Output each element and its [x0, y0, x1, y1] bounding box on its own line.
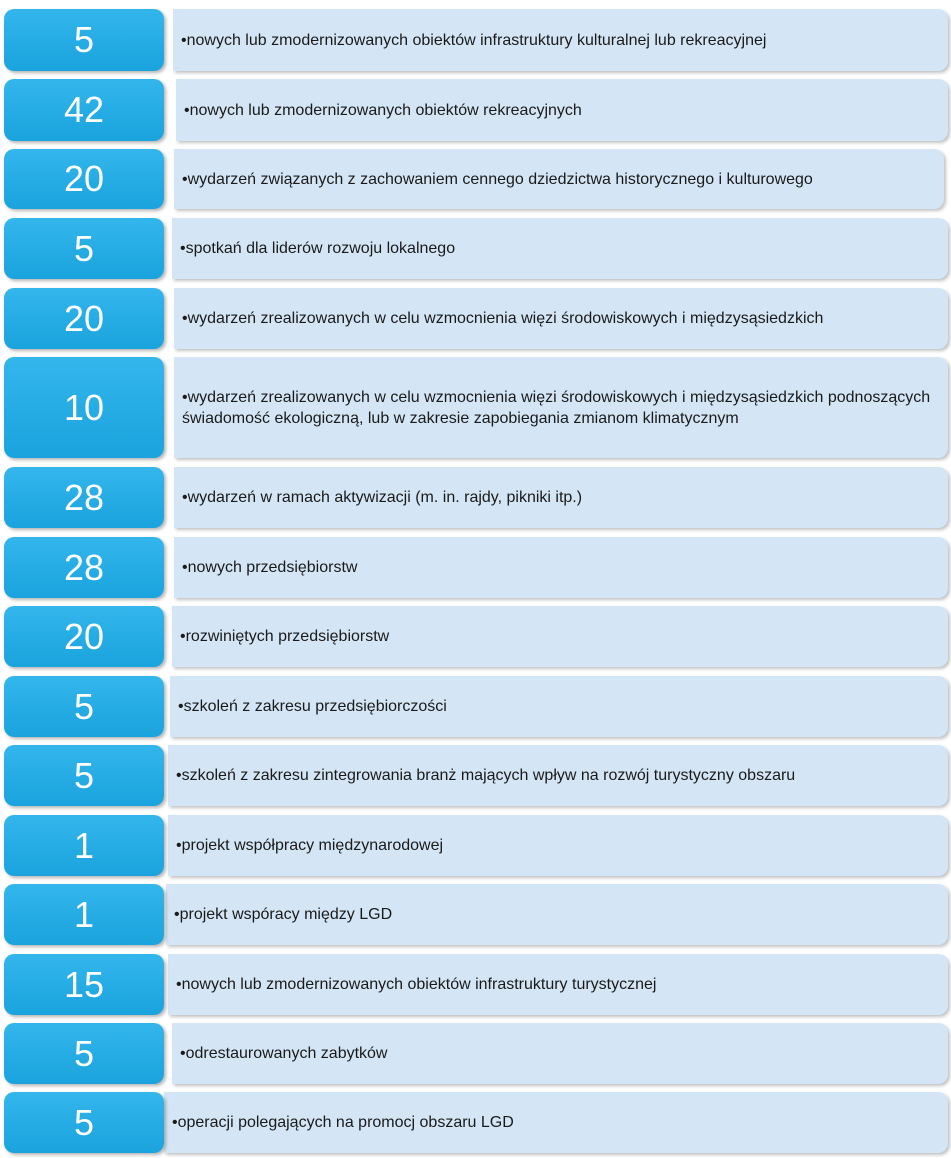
description-box [174, 357, 948, 458]
description-box [174, 288, 948, 349]
description-box [168, 815, 948, 876]
indicator-description: •spotkań dla liderów rozwoju lokalnego [180, 240, 456, 257]
indicator-description: •projekt wspóracy między LGD [174, 906, 393, 923]
indicator-value: 5 [4, 1023, 164, 1084]
list-item [0, 537, 951, 598]
indicator-value: 28 [4, 467, 164, 528]
description-box [164, 1092, 948, 1153]
indicator-description: •operacji polegających na promocj obszaru LGD [172, 1114, 514, 1131]
description-box [166, 884, 948, 945]
list-item [0, 815, 951, 876]
indicator-value: 5 [4, 1092, 164, 1153]
list-item [0, 884, 951, 945]
list-item [0, 606, 951, 667]
indicator-value: 20 [4, 288, 164, 349]
indicator-value: 1 [4, 815, 164, 876]
indicator-description: •nowych przedsiębiorstw [182, 559, 358, 576]
list-item [0, 745, 951, 806]
list-item [0, 1092, 951, 1153]
list-item [0, 467, 951, 528]
indicator-description: •projekt współpracy międzynarodowej [176, 837, 444, 854]
list-item [0, 9, 951, 71]
list-item [0, 676, 951, 737]
indicator-description: •odrestaurowanych zabytków [180, 1045, 388, 1062]
indicator-value: 20 [4, 606, 164, 667]
indicator-description: •wydarzeń zrealizowanych w celu wzmocnienia więzi środowiskowych i międzysąsiedzkich [182, 310, 824, 327]
description-box [172, 606, 948, 667]
indicator-description: •wydarzeń zrealizowanych w celu wzmocnienia więzi środowiskowych i międzysąsiedzkich podnoszących świadomość ekologiczną, lub w zakresie zapobiegania zmianom klimatycznym [182, 388, 931, 427]
indicator-value: 10 [4, 357, 164, 458]
description-box [174, 537, 948, 598]
indicator-description: •nowych lub zmodernizowanych obiektów infrastruktury turystycznej [176, 976, 657, 993]
list-item [0, 79, 951, 141]
indicator-description: •szkoleń z zakresu zintegrowania branż mających wpływ na rozwój turystyczny obszaru [176, 767, 796, 784]
indicator-value: 1 [4, 884, 164, 945]
indicator-value: 15 [4, 954, 164, 1015]
description-box [168, 954, 948, 1015]
list-item [0, 149, 951, 209]
description-box [174, 149, 944, 209]
description-box [173, 9, 948, 71]
description-box [172, 1023, 948, 1084]
list-item [0, 218, 951, 279]
indicator-description: •nowych lub zmodernizowanych obiektów infrastruktury kulturalnej lub rekreacyjnej [181, 31, 767, 49]
indicator-value: 5 [4, 218, 164, 279]
description-box [170, 676, 948, 737]
list-item [0, 954, 951, 1015]
indicator-value: 42 [4, 79, 164, 141]
description-box [172, 218, 948, 279]
list-item [0, 288, 951, 349]
indicator-value: 5 [4, 676, 164, 737]
indicator-description: •szkoleń z zakresu przedsiębiorczości [178, 698, 447, 715]
description-box [176, 79, 948, 141]
indicator-description: •wydarzeń związanych z zachowaniem cennego dziedzictwa historycznego i kulturowego [182, 170, 813, 188]
indicator-value: 5 [4, 9, 164, 71]
indicator-value: 5 [4, 745, 164, 806]
indicator-description: •wydarzeń w ramach aktywizacji (m. in. rajdy, pikniki itp.) [182, 489, 583, 506]
indicator-value: 20 [4, 149, 164, 209]
indicator-description: •rozwiniętych przedsiębiorstw [180, 628, 390, 645]
description-box [168, 745, 948, 806]
indicator-description: •nowych lub zmodernizowanych obiektów rekreacyjnych [184, 101, 582, 119]
indicator-value: 28 [4, 537, 164, 598]
list-item [0, 357, 951, 458]
description-box [174, 467, 948, 528]
list-item [0, 1023, 951, 1084]
